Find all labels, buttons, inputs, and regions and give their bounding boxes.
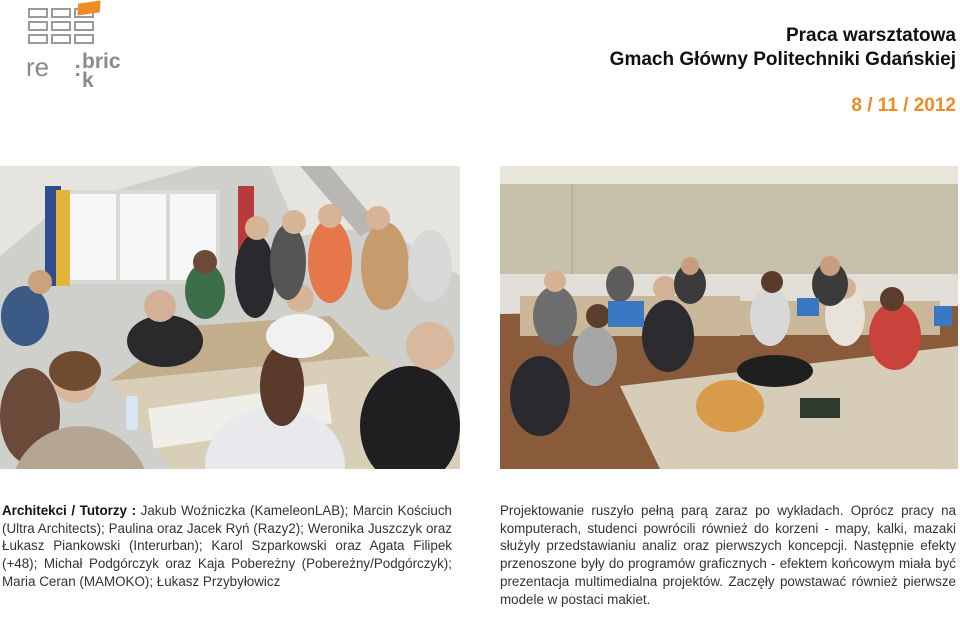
logo-accent-brick-icon xyxy=(77,1,100,16)
logo-text-re: re xyxy=(26,52,50,82)
page-title-line2: Gmach Główny Politechniki Gdańskiej xyxy=(609,49,956,70)
workshop-photo-classroom xyxy=(0,166,460,469)
page-title xyxy=(610,24,956,72)
hall-photo-icon xyxy=(500,166,958,469)
workshop-description: Projektowanie ruszyło pełną parą zaraz po wykładach. Oprócz pracy na komputerach, studenci powrócili również do korzeni - mapy, kalki, mazaki służyły przedstawianiu analiz oraz pierwszych koncepcji. Następnie efekty przenoszone były do programów graficznych - efektem końcowym miała być prezentacja multimedialna projektów. Zaczęły powstawać również pierwsze modele w postaci makiet. xyxy=(500,503,956,607)
event-date: 8 / 11 / 2012 xyxy=(851,95,956,116)
tutors-paragraph xyxy=(2,502,452,591)
logo-text-colon: : xyxy=(74,56,82,81)
workshop-photo-hall xyxy=(500,166,958,469)
classroom-photo-icon xyxy=(0,166,460,469)
page-title-line1: Praca warsztatowa xyxy=(785,25,956,46)
tutors-list: Jakub Woźniczka (KameleonLAB); Marcin Kościuch (Ultra Architects); Paulina oraz Jacek Ryń (Razy2); Weronika Juszczyk oraz Łukasz Piankowski (Interurban); Karol Szparkowski oraz Agata Filipek (+48); Michał Podgórczyk oraz Kaja Pobereżny (Pobereżny/Podgórczyk); Maria Ceran (MAMOKO); Łukasz Przybyłowicz xyxy=(2,503,452,589)
rebrick-logo xyxy=(24,2,121,94)
logo-text-brick: brick xyxy=(82,50,121,92)
tutors-label: Architekci / Tutorzy : xyxy=(2,503,137,518)
